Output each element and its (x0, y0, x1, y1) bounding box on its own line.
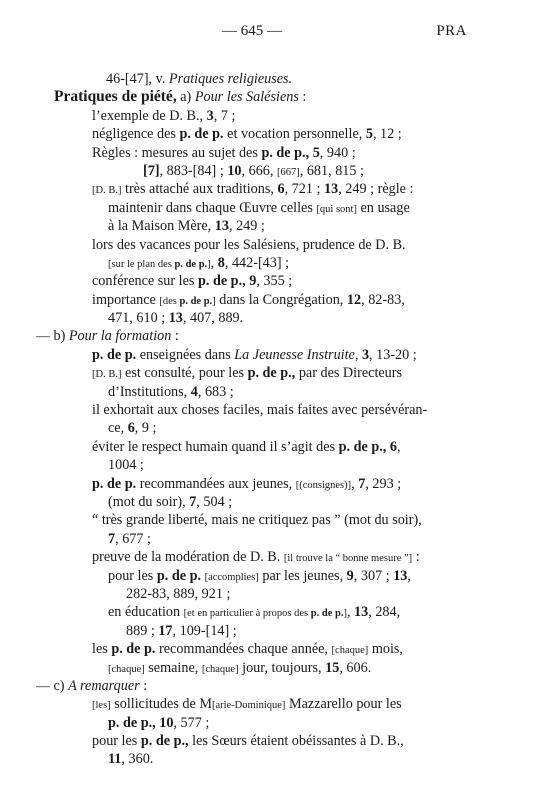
index-text: , 577 ; (173, 714, 210, 731)
index-text: p. de p., (197, 273, 246, 290)
index-line (0, 180, 541, 198)
index-text: 13 (324, 181, 339, 198)
index-line (0, 548, 541, 566)
index-line (0, 144, 541, 162)
index-line (0, 750, 541, 768)
index-text: a) (176, 89, 195, 106)
index-text: , 940 ; (319, 144, 356, 161)
index-line (0, 622, 541, 640)
index-text: , 82-83, (361, 291, 405, 308)
index-line (0, 107, 541, 125)
index-text: éviter le respect humain quand il s’agit des (92, 438, 339, 455)
index-text: , 677 ; (115, 530, 151, 547)
index-text: , 442-[43] ; (224, 254, 290, 271)
index-text: , 9 ; (134, 420, 157, 437)
index-text: 6 (277, 181, 285, 198)
index-text: b) (53, 328, 69, 345)
index-text: , (407, 567, 411, 584)
index-text: Règles : mesures au sujet des (92, 144, 262, 161)
index-text: , 683 ; (197, 383, 234, 400)
index-text: p. de p. (179, 295, 213, 307)
index-text: 46-[47], v. (106, 71, 169, 87)
index-text: recommandées chaque année, (155, 641, 332, 658)
index-text: , (396, 438, 401, 455)
index-line (0, 493, 541, 511)
index-text: preuve de la modération de D. B. (92, 549, 284, 566)
index-text: ce, (108, 420, 128, 437)
index-text: p. de p., (108, 714, 156, 731)
index-line (0, 456, 541, 474)
index-line (0, 383, 541, 401)
index-text: p. de p., (140, 733, 189, 750)
index-text: 13 (354, 604, 369, 621)
index-text: , 109-[14] ; (172, 622, 237, 639)
index-text: [chaque] (331, 645, 369, 657)
index-text: 3 (206, 107, 214, 124)
index-text: semaine, (144, 659, 202, 676)
index-text: [qui sont] (316, 203, 357, 215)
index-text: , 284, (368, 604, 401, 621)
index-text: 3 (361, 346, 370, 363)
index-text: c) (53, 677, 69, 694)
index-line (0, 291, 541, 309)
index-text: , 721 ; (284, 181, 324, 198)
index-text: , 7 ; (213, 107, 236, 124)
index-text: 7 (108, 530, 116, 547)
index-text: 5 (365, 126, 373, 143)
index-text: [et en particulier à propos des (183, 608, 311, 620)
index-text: [(consignes)] (295, 479, 352, 491)
index-text: p. de p. (92, 346, 137, 363)
index-text: , 13-20 ; (369, 346, 417, 363)
index-line (0, 714, 541, 732)
index-text: 7 (358, 475, 366, 492)
index-text: pour les (108, 567, 157, 584)
index-text: , 666, (241, 162, 277, 179)
index-text: importance (92, 291, 160, 308)
index-text: 17 (158, 622, 173, 639)
index-text: p. de p., (261, 144, 310, 161)
index-text: [des (159, 295, 180, 307)
index-text: négligence des (92, 126, 180, 143)
index-text: — (36, 329, 54, 345)
page-header (0, 22, 541, 42)
index-text: p. de p., (247, 365, 296, 382)
index-text: 13 (393, 567, 408, 584)
index-text: enseignées dans (136, 346, 235, 363)
index-line (0, 70, 541, 88)
index-text: d’Institutions, (108, 383, 191, 400)
index-line (0, 327, 541, 345)
index-text: 11 (108, 751, 122, 768)
index-text: 7 (189, 493, 197, 510)
index-text: [il trouve la “ bonne mesure ”] (283, 553, 413, 565)
index-text: maintenir dans chaque Œuvre celles (108, 199, 317, 216)
index-text: 6 (127, 420, 135, 437)
index-text: très attaché aux traditions, (121, 181, 278, 198)
index-line (0, 162, 541, 180)
index-text: recommandées aux jeunes, (136, 475, 296, 492)
index-text: dans la Congrégation, (215, 291, 347, 308)
index-line (0, 125, 541, 143)
index-line (0, 272, 541, 290)
index-text: : (412, 549, 420, 566)
index-text: 9 (346, 567, 354, 584)
index-text: par des Directeurs (295, 365, 403, 382)
index-text: , 307 ; (353, 567, 394, 584)
index-text: pour les (92, 733, 141, 750)
index-text: , 360. (121, 751, 154, 768)
index-text: , (354, 346, 362, 363)
index-text: : (171, 328, 179, 345)
index-text: 13 (214, 218, 229, 235)
index-text: p. de p. (310, 608, 344, 620)
index-text: 10 (159, 714, 174, 731)
running-head: PRA (436, 23, 467, 39)
page-number: — 645 — (222, 23, 282, 39)
index-text: lors des vacances pour les Salésiens, prudence de D. B. (92, 236, 406, 253)
index-text: [D. B.] (92, 185, 122, 197)
index-text: , 681, 815 ; (299, 162, 364, 179)
index-text: 15 (325, 659, 340, 676)
index-text: [7] (143, 162, 160, 179)
index-text: , (351, 475, 359, 492)
index-text: , (210, 254, 218, 271)
index-text: , 407, 889. (182, 310, 244, 327)
index-text: 1004 ; (108, 457, 144, 474)
index-text: Pour les Salésiens (194, 89, 299, 106)
index-text: 471, 610 ; (108, 310, 169, 327)
index-text: A remarquer (68, 677, 140, 694)
index-text: ] (207, 258, 211, 270)
index-line (0, 677, 541, 695)
index-line (0, 603, 541, 621)
index-text: , 293 ; (365, 475, 402, 492)
index-text: les Sœurs étaient obéissantes à D. B., (188, 733, 404, 750)
index-text: [accomplies] (204, 571, 259, 583)
index-text: Pratiques de piété, (54, 88, 177, 106)
index-text: [chaque] (201, 663, 239, 675)
index-line (0, 732, 541, 750)
index-text: en éducation (108, 604, 184, 621)
index-line (0, 511, 541, 529)
index-text: mois, (368, 641, 403, 658)
index-text: , 249 ; règle : (338, 181, 414, 198)
index-line (0, 88, 541, 106)
index-text: La Jeunesse Instruite (234, 346, 355, 363)
index-line (0, 659, 541, 677)
index-text: conférence sur les (92, 273, 198, 290)
index-text: 282-83, 889, 921 ; (126, 585, 231, 602)
index-text: p. de p. (179, 126, 224, 143)
index-text: Pratiques religieuses. (168, 71, 293, 87)
index-text: en usage (356, 199, 410, 216)
index-text: — (36, 678, 54, 694)
index-line (0, 346, 541, 364)
index-text: , 12 ; (372, 126, 402, 143)
index-line (0, 217, 541, 235)
index-text: [chaque] (108, 663, 145, 675)
index-text: [D. B.] (92, 369, 122, 381)
index-text: : (139, 677, 148, 694)
index-line (0, 199, 541, 217)
index-text: , 355 ; (256, 273, 293, 290)
index-text: ] (212, 295, 216, 307)
index-line (0, 364, 541, 382)
index-text: [667] (276, 166, 300, 178)
index-line (0, 236, 541, 254)
index-text: (mot du soir), (108, 493, 190, 510)
index-text: , (346, 604, 355, 621)
index-text: 9 (249, 273, 257, 290)
index-line (0, 530, 541, 548)
index-line (0, 475, 541, 493)
index-text: p. de p. (92, 475, 137, 492)
index-text: 6 (389, 438, 397, 455)
index-text: 889 ; (126, 622, 159, 639)
index-text: 5 (312, 144, 320, 161)
index-text: , 606. (339, 659, 372, 676)
index-text: ] (343, 608, 347, 620)
index-text: à la Maison Mère, (108, 218, 215, 235)
index-text: p. de p. (111, 641, 156, 658)
index-text: sollicitudes de M (110, 696, 212, 713)
index-text: 8 (217, 254, 225, 271)
index-line (0, 585, 541, 603)
index-text: [les] (92, 700, 111, 712)
index-text: l’exemple de D. B., (92, 107, 207, 124)
index-line (0, 695, 541, 713)
index-line (0, 309, 541, 327)
index-text: p. de p. (156, 567, 202, 584)
index-text: Mazzarello pour les (285, 696, 402, 713)
index-text: Pour la formation (68, 328, 172, 345)
index-text: 10 (227, 162, 242, 179)
index-text: jour, toujours, (238, 659, 326, 676)
index-line (0, 419, 541, 437)
index-text: “ très grande liberté, mais ne critiquez pas ” (mot du soir), (92, 512, 422, 529)
index-line (0, 438, 541, 456)
index-text: p. de p., (338, 438, 387, 455)
index-text: il exhortait aux choses faciles, mais faites avec persévéran- (92, 402, 428, 419)
index-line (0, 567, 541, 585)
index-text: [sur le plan des (108, 258, 175, 270)
index-text: et vocation personnelle, (223, 126, 366, 143)
index-line (0, 401, 541, 419)
index-text: , 504 ; (196, 493, 233, 510)
index-text: 12 (346, 291, 362, 308)
index-text: [arie-Dominique] (211, 700, 286, 712)
index-text: 4 (190, 383, 198, 400)
index-line (0, 640, 541, 658)
index-line (0, 254, 541, 272)
index-text: , 883-[84] ; (159, 162, 228, 179)
index-entries (0, 70, 541, 769)
index-text: p. de p. (174, 258, 208, 270)
index-text: par les jeunes, (258, 567, 347, 584)
index-text: 13 (168, 310, 183, 327)
index-text: , 249 ; (228, 218, 265, 235)
index-text: les (92, 641, 112, 658)
index-text: est consulté, pour les (121, 365, 248, 382)
index-text: : (298, 89, 307, 106)
